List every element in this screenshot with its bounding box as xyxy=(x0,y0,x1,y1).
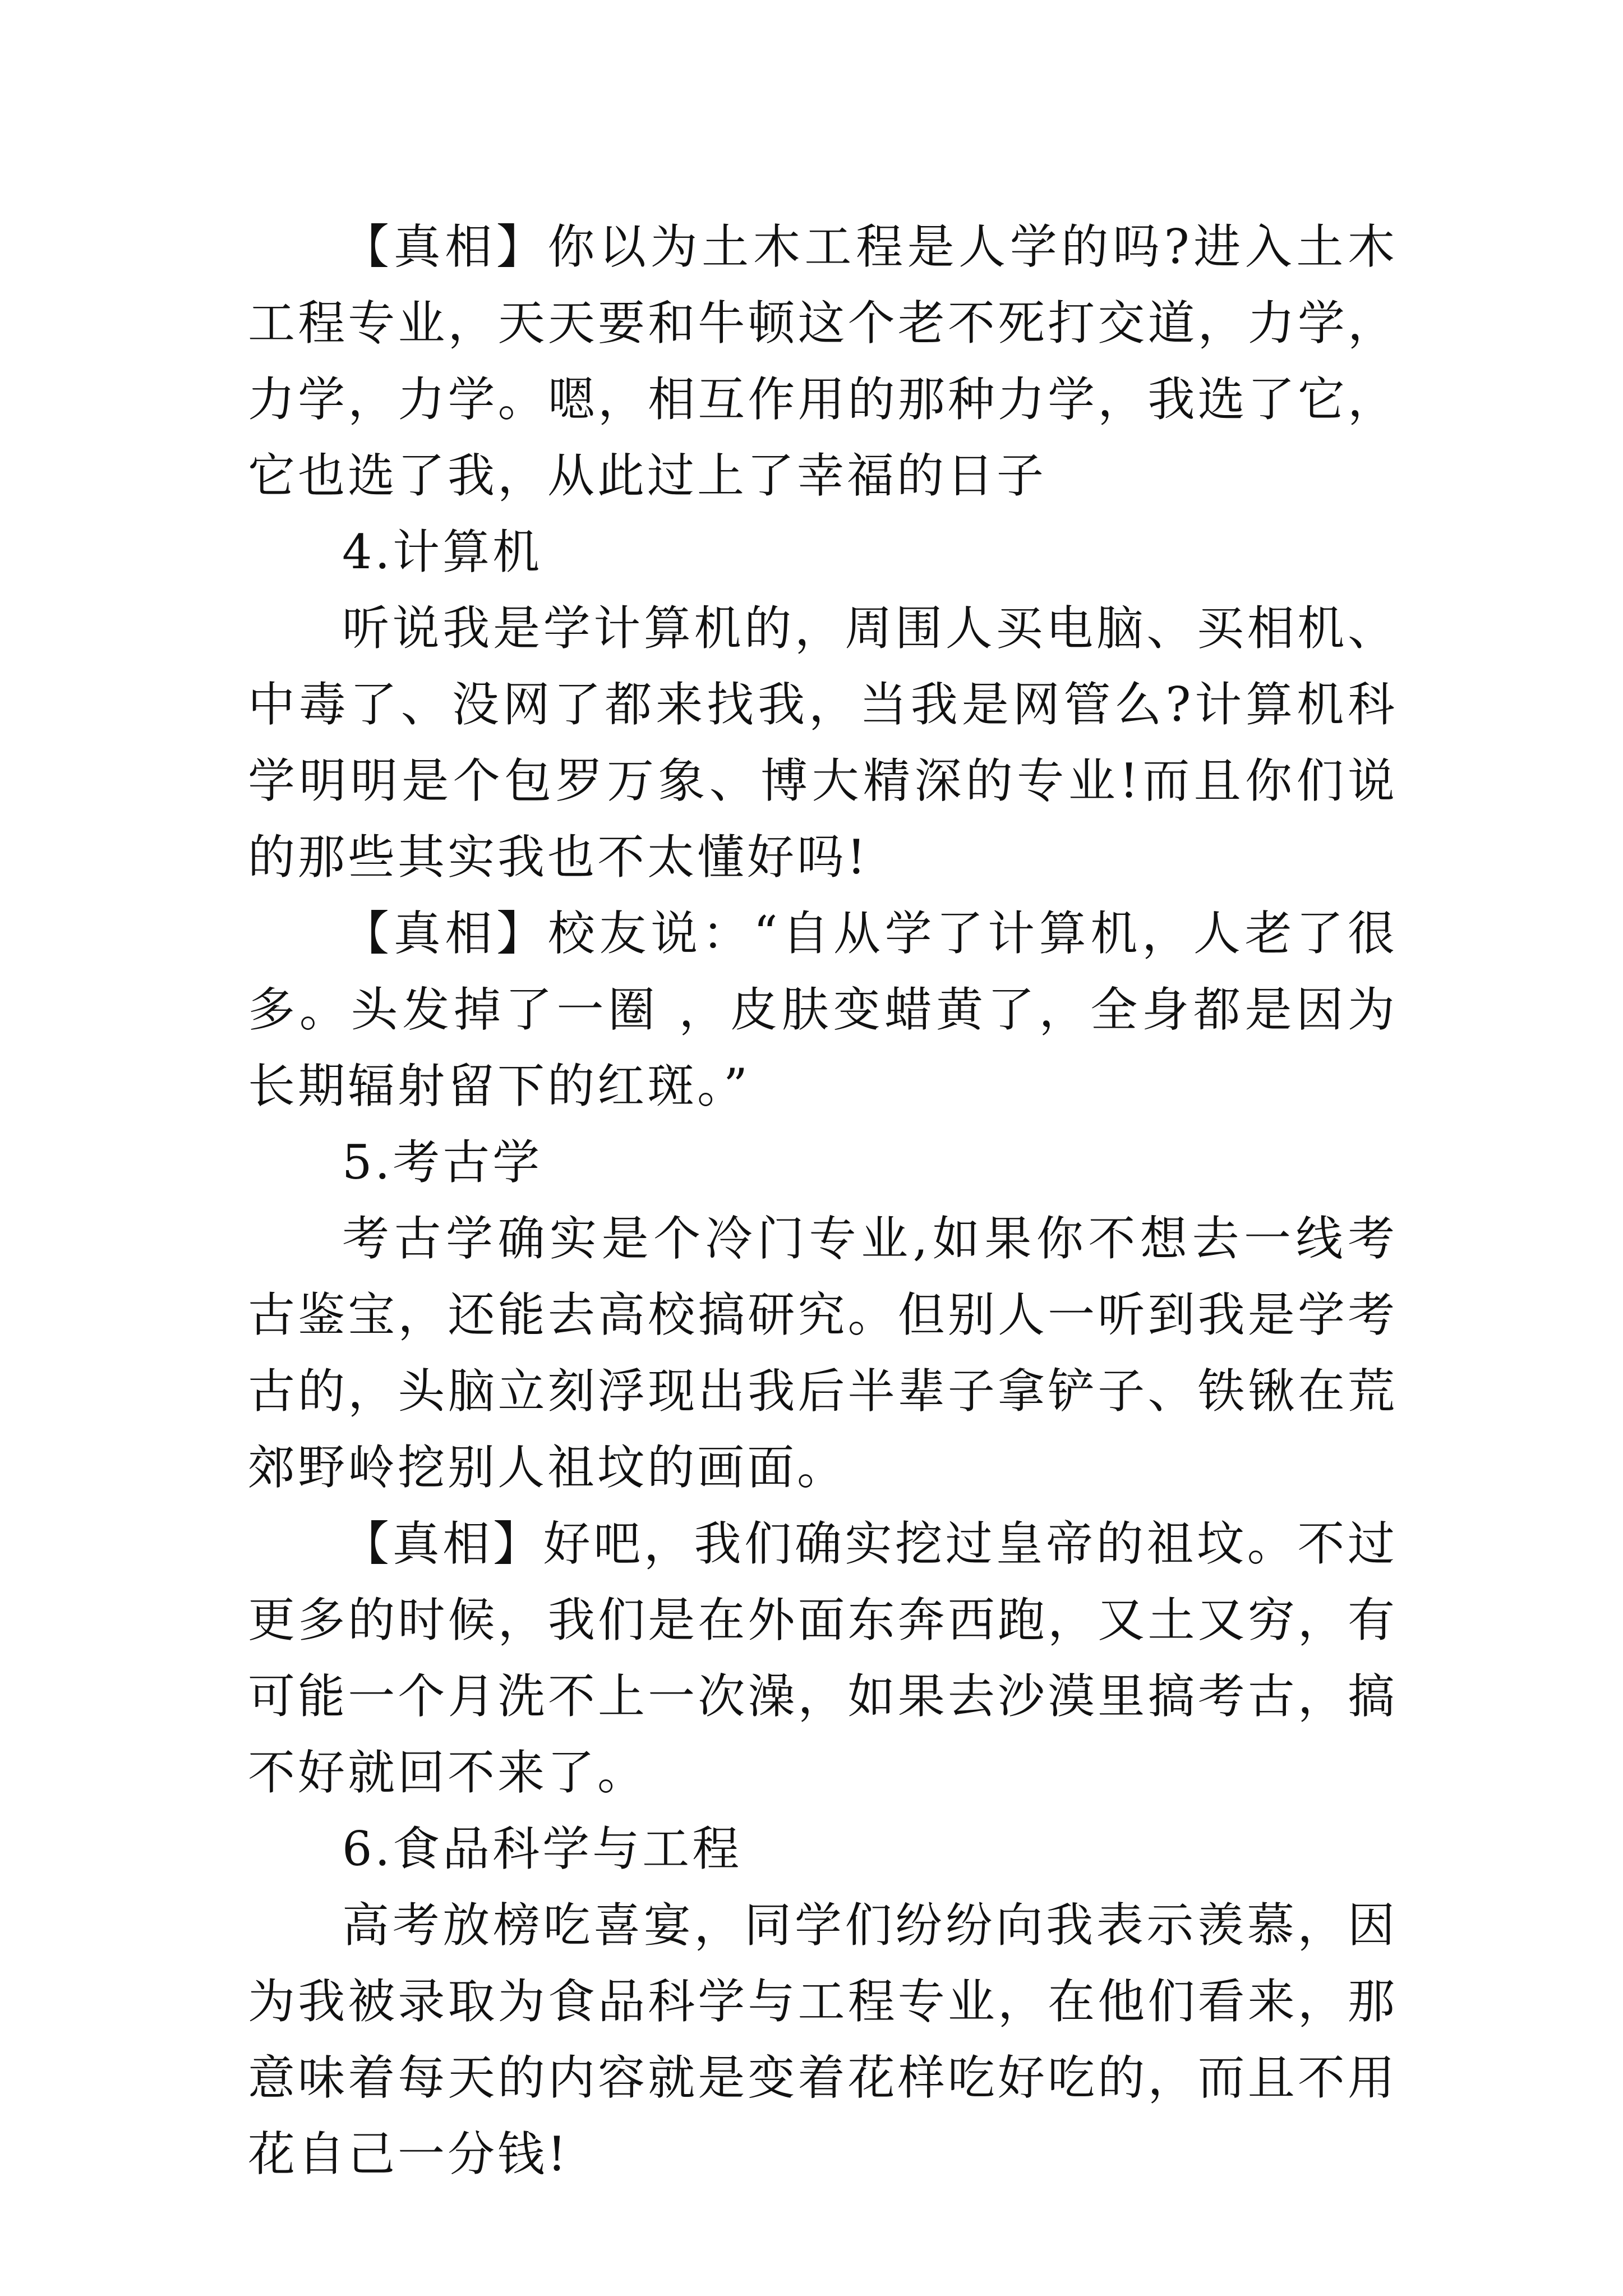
section-heading-computer: 4.计算机 xyxy=(342,524,543,579)
paragraph-archaeology-intro: 考古学确实是个冷门专业,如果你不想去一线考古鉴宝，还能去高校搞研究。但别人一听到我是学考古的，头脑立刻浮现出我后半辈子拿铲子、铁锹在荒郊野岭挖别人祖坟的画面。 xyxy=(248,1211,1398,1495)
section-heading-archaeology: 5.考古学 xyxy=(342,1135,543,1190)
section-heading-food-science: 6.食品科学与工程 xyxy=(342,1821,743,1876)
paragraph-archaeology-truth: 【真相】好吧，我们确实挖过皇帝的祖坟。不过更多的时候，我们是在外面东奔西跑，又土又穷，有可能一个月洗不上一次澡，如果去沙漠里搞考古，搞不好就回不来了。 xyxy=(248,1516,1398,1800)
paragraph-food-science-intro: 高考放榜吃喜宴，同学们纷纷向我表示羡慕，因为我被录取为食品科学与工程专业，在他们看来，那意味着每天的内容就是变着花样吃好吃的，而且不用花自己一分钱! xyxy=(248,1898,1398,2182)
document-body xyxy=(248,209,1398,2192)
paragraph-civil-engineering-truth: 【真相】你以为土木工程是人学的吗?进入土木工程专业，天天要和牛顿这个老不死打交道，力学，力学，力学。嗯，相互作用的那种力学，我选了它，它也选了我，从此过上了幸福的日子 xyxy=(248,219,1398,503)
paragraph-computer-intro: 听说我是学计算机的，周围人买电脑、买相机、中毒了、没网了都来找我，当我是网管么?计算机科学明明是个包罗万象、博大精深的专业!而且你们说的那些其实我也不太懂好吗! xyxy=(248,601,1398,885)
paragraph-computer-truth: 【真相】校友说：“自从学了计算机，人老了很多。头发掉了一圈 ，皮肤变蜡黄了，全身都是因为长期辐射留下的红斑。” xyxy=(248,906,1398,1114)
